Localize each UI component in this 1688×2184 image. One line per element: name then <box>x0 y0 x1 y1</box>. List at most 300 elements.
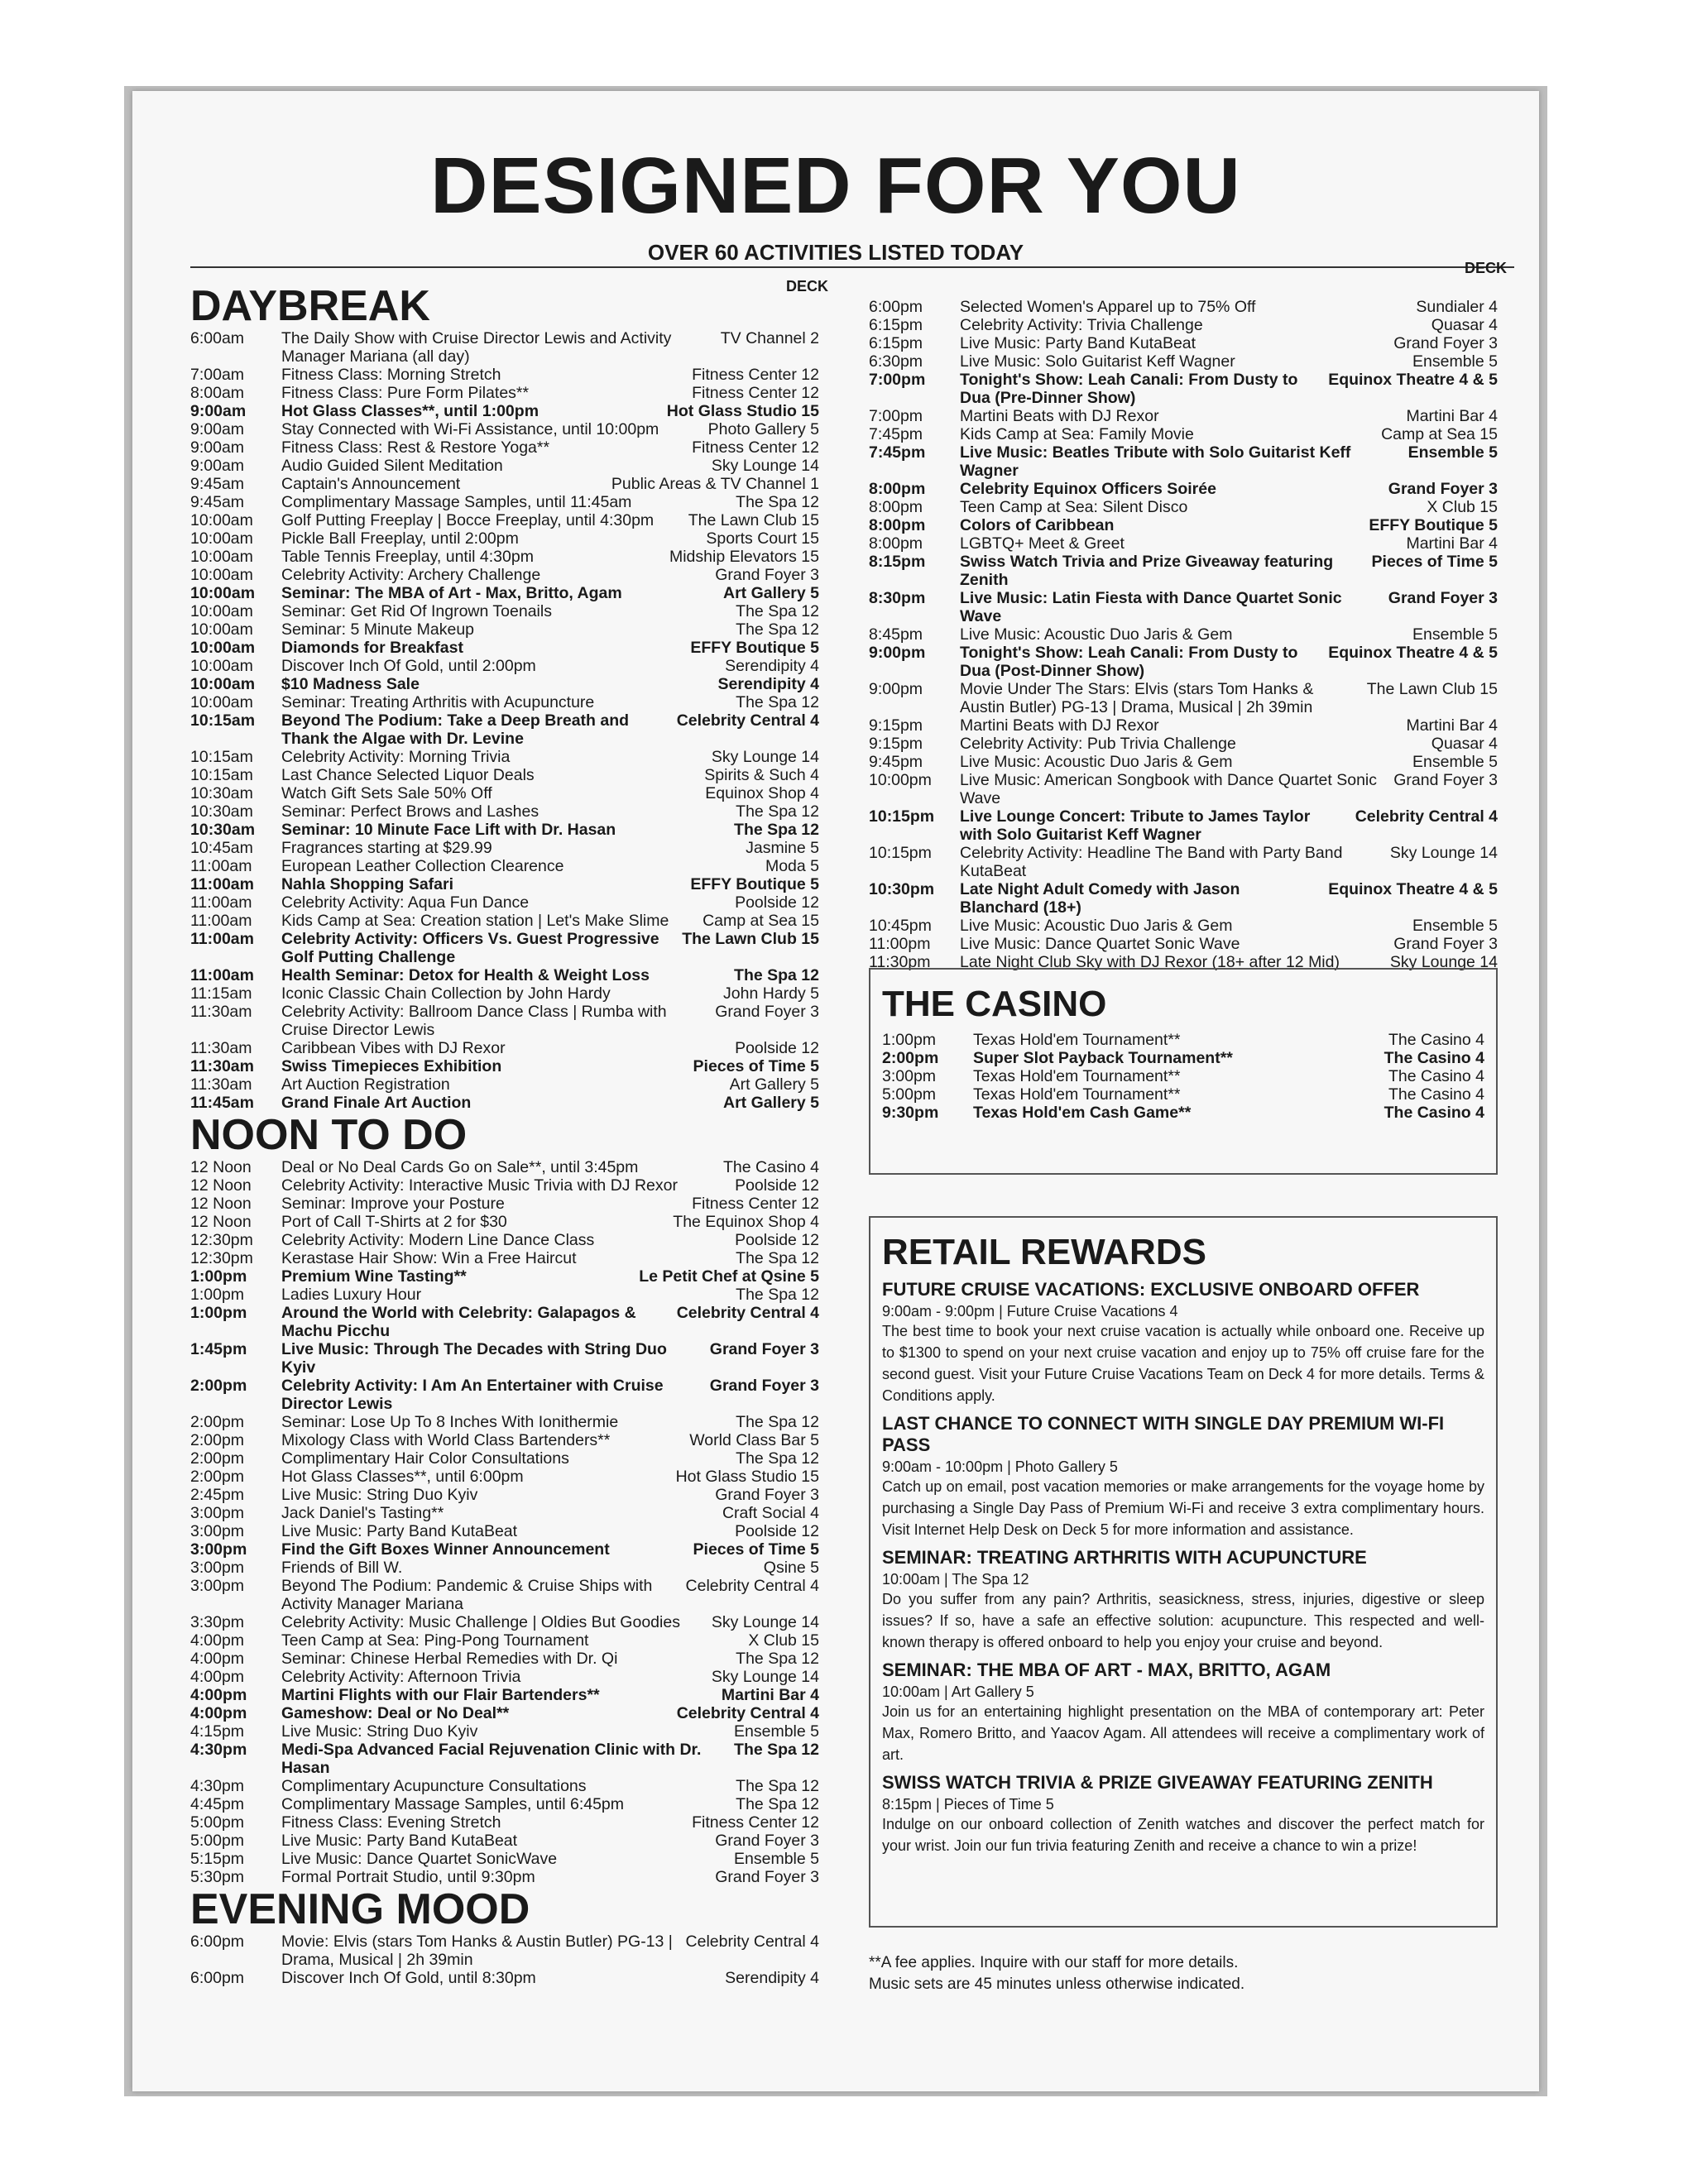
location-text: Serendipity 4 <box>725 657 819 675</box>
activity-text: Martini Flights with our Flair Bartenders** <box>281 1686 600 1704</box>
activity-text: Art Auction Registration <box>281 1075 450 1094</box>
schedule-row <box>869 735 1498 753</box>
time-text: 2:00pm <box>190 1413 245 1431</box>
time-text: 11:45am <box>190 1094 254 1112</box>
activity-text: Caribbean Vibes with DJ Rexor <box>281 1039 506 1057</box>
activity-text: Live Lounge Concert: Tribute to James Taylor with Solo Guitarist Keff Wagner <box>960 807 1311 844</box>
activity-text: Complimentary Massage Samples, until 11:45am <box>281 493 632 511</box>
schedule-row <box>869 844 1498 880</box>
schedule-row <box>190 1286 819 1304</box>
activity-text: Teen Camp at Sea: Silent Disco <box>960 498 1188 516</box>
retail-rewards-box <box>869 1216 1498 1928</box>
schedule-row <box>190 784 819 802</box>
location-text: The Lawn Club 15 <box>682 930 819 948</box>
activity-text: Celebrity Activity: Morning Trivia <box>281 748 511 766</box>
time-text: 3:00pm <box>190 1522 245 1540</box>
activity-text: Seminar: Get Rid Of Ingrown Toenails <box>281 602 552 620</box>
location-text: The Spa 12 <box>736 620 819 639</box>
time-text: 10:00am <box>190 511 253 529</box>
activity-text: Captain's Announcement <box>281 475 461 493</box>
activity-text: Late Night Adult Comedy with Jason Blanchard (18+) <box>960 880 1240 917</box>
time-text: 4:00pm <box>190 1650 245 1668</box>
time-text: 11:30am <box>190 1003 252 1021</box>
schedule-row <box>190 1722 819 1741</box>
activity-text: Celebrity Activity: Ballroom Dance Class | Rumba with Cruise Director Lewis <box>281 1003 667 1039</box>
location-text: Grand Foyer 3 <box>715 1486 819 1504</box>
activity-text: Seminar: 10 Minute Face Lift with Dr. Hasan <box>281 821 616 839</box>
activity-text: Live Music: American Songbook with Dance Quartet Sonic Wave <box>960 771 1378 807</box>
location-text: EFFY Boutique 5 <box>690 875 819 893</box>
location-text: Grand Foyer 3 <box>1393 334 1498 352</box>
schedule-row <box>190 1850 819 1868</box>
location-text: The Lawn Club 15 <box>1366 680 1498 698</box>
location-text: The Spa 12 <box>734 1741 819 1759</box>
location-text: The Spa 12 <box>736 1449 819 1468</box>
schedule-row <box>869 753 1498 771</box>
time-text: 4:00pm <box>190 1668 245 1686</box>
time-text: 10:00am <box>190 602 253 620</box>
schedule-row <box>190 1504 819 1522</box>
schedule-row <box>190 1003 819 1039</box>
location-text: Ensemble 5 <box>734 1850 819 1868</box>
location-text: Moda 5 <box>765 857 819 875</box>
activity-text: Live Music: Through The Decades with String Duo Kyiv <box>281 1340 667 1377</box>
time-text: 10:45pm <box>869 917 932 935</box>
schedule-row <box>190 1249 819 1267</box>
schedule-row <box>190 1704 819 1722</box>
activity-text: Hot Glass Classes**, until 1:00pm <box>281 402 539 420</box>
time-text: 10:30am <box>190 821 256 839</box>
schedule-row <box>869 425 1498 443</box>
time-text: 11:30am <box>190 1039 252 1057</box>
schedule-row <box>190 802 819 821</box>
schedule-row <box>869 298 1498 316</box>
daybreak-list <box>190 329 819 1112</box>
schedule-row <box>190 1486 819 1504</box>
location-text: The Spa 12 <box>736 1650 819 1668</box>
retail-item <box>882 1660 1484 1765</box>
time-text: 4:00pm <box>190 1631 245 1650</box>
time-text: 10:00am <box>190 566 253 584</box>
schedule-row <box>190 1231 819 1249</box>
schedule-row <box>190 602 819 620</box>
time-text: 9:15pm <box>869 735 923 753</box>
activity-text: Kids Camp at Sea: Creation station | Let's Make Slime <box>281 912 669 930</box>
activity-text: Premium Wine Tasting** <box>281 1267 467 1286</box>
activity-text: Celebrity Activity: Music Challenge | Oldies But Goodies <box>281 1613 680 1631</box>
location-text: The Spa 12 <box>736 1286 819 1304</box>
activity-text: Celebrity Activity: Archery Challenge <box>281 566 541 584</box>
time-text: 11:00am <box>190 875 254 893</box>
activity-text: Fragrances starting at $29.99 <box>281 839 492 857</box>
schedule-row <box>190 1094 819 1112</box>
schedule-row <box>190 1777 819 1795</box>
retail-item-heading: FUTURE CRUISE VACATIONS: EXCLUSIVE ONBOARD OFFER <box>882 1279 1420 1300</box>
time-text: 11:00am <box>190 912 252 930</box>
activity-text: Golf Putting Freeplay | Bocce Freeplay, until 4:30pm <box>281 511 655 529</box>
time-text: 3:00pm <box>190 1577 245 1595</box>
time-text: 7:00am <box>190 366 245 384</box>
activity-text: Swiss Timepieces Exhibition <box>281 1057 502 1075</box>
location-text: Pieces of Time 5 <box>693 1057 819 1075</box>
time-text: 6:00pm <box>190 1933 245 1951</box>
activity-text: Super Slot Payback Tournament** <box>973 1049 1233 1067</box>
activity-text: Diamonds for Breakfast <box>281 639 463 657</box>
time-text: 11:15am <box>190 984 252 1003</box>
activity-text: Fitness Class: Rest & Restore Yoga** <box>281 438 550 457</box>
location-text: Ensemble 5 <box>1412 352 1498 371</box>
time-text: 9:00am <box>190 402 247 420</box>
retail-item <box>882 1772 1484 1856</box>
schedule-row <box>869 316 1498 334</box>
schedule-row <box>190 1795 819 1813</box>
activity-text: Seminar: 5 Minute Makeup <box>281 620 475 639</box>
activity-text: Discover Inch Of Gold, until 8:30pm <box>281 1969 536 1987</box>
activity-text: Kerastase Hair Show: Win a Free Haircut <box>281 1249 577 1267</box>
time-text: 12 Noon <box>190 1213 252 1231</box>
schedule-row <box>190 1413 819 1431</box>
time-text: 11:30am <box>190 1075 252 1094</box>
activity-text: Movie: Elvis (stars Tom Hanks & Austin Butler) PG-13 | Drama, Musical | 2h 39min <box>281 1933 673 1969</box>
schedule-row <box>190 639 819 657</box>
deck-label-right: DECK <box>1465 260 1508 276</box>
time-text: 9:45pm <box>869 753 923 771</box>
location-text: Celebrity Central 4 <box>676 1704 819 1722</box>
retail-item-heading: SEMINAR: THE MBA OF ART - MAX, BRITTO, AGAM <box>882 1660 1331 1680</box>
schedule-row <box>190 511 819 529</box>
retail-item-meta: 10:00am | The Spa 12 <box>882 1571 1029 1588</box>
activity-text: Texas Hold'em Tournament** <box>973 1031 1181 1049</box>
location-text: TV Channel 2 <box>720 329 819 347</box>
retail-item-body: Indulge on our onboard collection of Zenith watches and discover the perfect match for your wrist. Join our fun trivia featuring Zenith and receive a chance to win a prize! <box>882 1816 1484 1854</box>
location-text: Grand Foyer 3 <box>715 1003 819 1021</box>
time-text: 11:00pm <box>869 935 931 953</box>
activity-text: Gameshow: Deal or No Deal** <box>281 1704 510 1722</box>
activity-text: Hot Glass Classes**, until 6:00pm <box>281 1468 524 1486</box>
schedule-row <box>869 371 1498 407</box>
activity-text: Live Music: Acoustic Duo Jaris & Gem <box>960 753 1233 771</box>
location-text: Camp at Sea 15 <box>1381 425 1498 443</box>
activity-text: Celebrity Equinox Officers Soirée <box>960 480 1216 498</box>
activity-text: Live Music: Party Band KutaBeat <box>281 1522 518 1540</box>
location-text: The Spa 12 <box>736 1795 819 1813</box>
schedule-row <box>190 893 819 912</box>
time-text: 4:45pm <box>190 1795 245 1813</box>
location-text: Equinox Theatre 4 & 5 <box>1328 371 1498 389</box>
schedule-row <box>190 1304 819 1340</box>
location-text: The Spa 12 <box>734 966 819 984</box>
activity-text: Celebrity Activity: Trivia Challenge <box>960 316 1203 334</box>
left-column <box>190 283 819 1987</box>
schedule-row <box>869 935 1498 953</box>
time-text: 9:00pm <box>869 644 926 662</box>
activity-text: Fitness Class: Morning Stretch <box>281 366 501 384</box>
schedule-row <box>190 912 819 930</box>
time-text: 3:00pm <box>882 1067 937 1085</box>
location-text: The Casino 4 <box>723 1158 819 1176</box>
activity-text: Texas Hold'em Tournament** <box>973 1067 1181 1085</box>
location-text: Fitness Center 12 <box>692 1195 819 1213</box>
time-text: 9:45am <box>190 475 245 493</box>
time-text: 10:00am <box>190 693 253 711</box>
retail-item-heading: LAST CHANCE TO CONNECT WITH SINGLE DAY PREMIUM WI-FI PASS <box>882 1413 1445 1455</box>
activity-text: Last Chance Selected Liquor Deals <box>281 766 535 784</box>
time-text: 7:45pm <box>869 443 926 462</box>
schedule-row <box>190 457 819 475</box>
time-text: 12 Noon <box>190 1176 252 1195</box>
schedule-row <box>190 620 819 639</box>
location-text: Poolside 12 <box>735 1176 819 1195</box>
location-text: The Casino 4 <box>1383 1104 1484 1122</box>
time-text: 7:45pm <box>869 425 923 443</box>
activity-text: Watch Gift Sets Sale 50% Off <box>281 784 492 802</box>
time-text: 10:30am <box>190 784 253 802</box>
retail-items <box>882 1279 1484 1856</box>
activity-text: Swiss Watch Trivia and Prize Giveaway featuring Zenith <box>960 553 1334 589</box>
schedule-row <box>190 438 819 457</box>
activity-text: Seminar: Improve your Posture <box>281 1195 505 1213</box>
activity-text: Colors of Caribbean <box>960 516 1115 534</box>
location-text: Camp at Sea 15 <box>703 912 819 930</box>
schedule-row <box>190 1340 819 1377</box>
activity-text: $10 Madness Sale <box>281 675 420 693</box>
schedule-row <box>190 821 819 839</box>
schedule-row <box>869 498 1498 516</box>
activity-text: LGBTQ+ Meet & Greet <box>960 534 1125 553</box>
schedule-row <box>190 1686 819 1704</box>
activity-text: Beyond The Podium: Pandemic & Cruise Ships with Activity Manager Mariana <box>281 1577 653 1613</box>
schedule-row <box>869 680 1498 716</box>
location-text: Midship Elevators 15 <box>669 548 819 566</box>
activity-text: Martini Beats with DJ Rexor <box>960 407 1159 425</box>
schedule-row <box>190 1969 819 1987</box>
time-text: 10:00am <box>190 657 253 675</box>
location-text: Ensemble 5 <box>1412 625 1498 644</box>
time-text: 8:00am <box>190 384 245 402</box>
time-text: 9:00am <box>190 457 245 475</box>
page-title: DESIGNED FOR YOU <box>430 141 1241 230</box>
casino-box <box>869 968 1498 1175</box>
document-page <box>132 91 1539 2091</box>
time-text: 8:00pm <box>869 516 926 534</box>
activity-text: Table Tennis Freeplay, until 4:30pm <box>281 548 534 566</box>
location-text: John Hardy 5 <box>723 984 819 1003</box>
schedule-row <box>869 716 1498 735</box>
time-text: 4:30pm <box>190 1777 245 1795</box>
location-text: World Class Bar 5 <box>689 1431 819 1449</box>
activity-text: Ladies Luxury Hour <box>281 1286 422 1304</box>
location-text: Equinox Theatre 4 & 5 <box>1328 644 1498 662</box>
retail-item-heading: SEMINAR: TREATING ARTHRITIS WITH ACUPUNCTURE <box>882 1547 1367 1568</box>
time-text: 3:00pm <box>190 1559 245 1577</box>
time-text: 10:15pm <box>869 844 932 862</box>
activity-text: Kids Camp at Sea: Family Movie <box>960 425 1194 443</box>
activity-text: Live Music: String Duo Kyiv <box>281 1722 478 1741</box>
activity-text: Seminar: Treating Arthritis with Acupuncture <box>281 693 595 711</box>
activity-text: Seminar: Lose Up To 8 Inches With Ionithermie <box>281 1413 619 1431</box>
schedule-row <box>869 334 1498 352</box>
activity-text: Live Music: Acoustic Duo Jaris & Gem <box>960 625 1233 644</box>
time-text: 10:15am <box>190 766 253 784</box>
schedule-row <box>190 566 819 584</box>
time-text: 5:30pm <box>190 1868 245 1886</box>
schedule-row <box>869 443 1498 480</box>
schedule-row <box>190 1813 819 1832</box>
retail-item-meta: 9:00am - 10:00pm | Photo Gallery 5 <box>882 1458 1118 1475</box>
retail-title: RETAIL REWARDS <box>882 1232 1206 1272</box>
time-text: 5:15pm <box>190 1850 245 1868</box>
schedule-row <box>190 875 819 893</box>
location-text: Craft Social 4 <box>722 1504 819 1522</box>
location-text: Art Gallery 5 <box>723 1094 819 1112</box>
location-text: The Spa 12 <box>736 602 819 620</box>
location-text: The Spa 12 <box>736 493 819 511</box>
time-text: 8:45pm <box>869 625 923 644</box>
time-text: 10:00am <box>190 584 256 602</box>
time-text: 5:00pm <box>190 1832 245 1850</box>
activity-text: Live Music: Beatles Tribute with Solo Guitarist Keff Wagner <box>960 443 1351 480</box>
music-footnote: Music sets are 45 minutes unless otherwise indicated. <box>869 1976 1245 1993</box>
activity-text: Selected Women's Apparel up to 75% Off <box>960 298 1256 316</box>
location-text: The Casino 4 <box>1388 1085 1484 1104</box>
retail-item-meta: 8:15pm | Pieces of Time 5 <box>882 1796 1054 1813</box>
location-text: Hot Glass Studio 15 <box>675 1468 819 1486</box>
location-text: Quasar 4 <box>1431 316 1498 334</box>
time-text: 4:00pm <box>190 1704 247 1722</box>
schedule-row <box>190 930 819 966</box>
location-text: Poolside 12 <box>735 1039 819 1057</box>
time-text: 10:00am <box>190 529 253 548</box>
casino-list <box>882 1031 1484 1122</box>
time-text: 3:00pm <box>190 1504 245 1522</box>
schedule-row <box>190 857 819 875</box>
time-text: 9:00am <box>190 438 245 457</box>
location-text: Ensemble 5 <box>1407 443 1498 462</box>
schedule-row <box>190 748 819 766</box>
time-text: 12 Noon <box>190 1195 252 1213</box>
retail-item <box>882 1413 1484 1540</box>
location-text: Martini Bar 4 <box>1406 716 1498 735</box>
schedule-row <box>882 1085 1484 1104</box>
schedule-row <box>190 420 819 438</box>
schedule-row <box>190 1933 819 1969</box>
schedule-row <box>190 1650 819 1668</box>
schedule-row <box>190 529 819 548</box>
time-text: 11:00am <box>190 893 252 912</box>
time-text: 11:00am <box>190 966 254 984</box>
schedule-row <box>190 1741 819 1777</box>
location-text: Grand Foyer 3 <box>715 1868 819 1886</box>
schedule-row <box>190 1668 819 1686</box>
time-text: 12 Noon <box>190 1158 252 1176</box>
location-text: Equinox Shop 4 <box>705 784 819 802</box>
schedule-row <box>190 384 819 402</box>
location-text: Serendipity 4 <box>725 1969 819 1987</box>
location-text: Grand Foyer 3 <box>709 1340 819 1358</box>
schedule-row <box>882 1031 1484 1049</box>
schedule-row <box>882 1067 1484 1085</box>
location-text: EFFY Boutique 5 <box>690 639 819 657</box>
retail-item-body: Join us for an entertaining highlight presentation on the MBA of contemporary art: Peter Max, Romero Britto, and Yaacov Agam. All attendees will receive a complimentary work of art. <box>882 1703 1484 1763</box>
location-text: Celebrity Central 4 <box>676 1304 819 1322</box>
location-text: Sky Lounge 14 <box>1389 953 1498 971</box>
casino-title: THE CASINO <box>882 984 1107 1024</box>
time-text: 10:00am <box>190 639 256 657</box>
location-text: X Club 15 <box>748 1631 819 1650</box>
schedule-row <box>869 644 1498 680</box>
time-text: 2:45pm <box>190 1486 245 1504</box>
activity-text: Stay Connected with Wi-Fi Assistance, until 10:00pm <box>281 420 659 438</box>
location-text: Grand Foyer 3 <box>1388 480 1498 498</box>
deck-label-left: DECK <box>786 278 829 295</box>
location-text: Fitness Center 12 <box>692 438 819 457</box>
activity-text: Fitness Class: Pure Form Pilates** <box>281 384 530 402</box>
location-text: The Spa 12 <box>736 1413 819 1431</box>
activity-text: Seminar: Perfect Brows and Lashes <box>281 802 539 821</box>
time-text: 6:15pm <box>869 334 923 352</box>
location-text: Sundialer 4 <box>1416 298 1498 316</box>
activity-text: Friends of Bill W. <box>281 1559 403 1577</box>
location-text: EFFY Boutique 5 <box>1369 516 1498 534</box>
schedule-row <box>869 880 1498 917</box>
activity-text: Celebrity Activity: Pub Trivia Challenge <box>960 735 1236 753</box>
activity-text: Grand Finale Art Auction <box>281 1094 472 1112</box>
location-text: Grand Foyer 3 <box>1388 589 1498 607</box>
location-text: Qsine 5 <box>763 1559 819 1577</box>
activity-text: Jack Daniel's Tasting** <box>281 1504 444 1522</box>
schedule-row <box>190 366 819 384</box>
schedule-row <box>190 493 819 511</box>
location-text: Ensemble 5 <box>734 1722 819 1741</box>
activity-text: Celebrity Activity: Afternoon Trivia <box>281 1668 521 1686</box>
location-text: Poolside 12 <box>735 893 819 912</box>
schedule-row <box>190 1449 819 1468</box>
evening-list <box>190 1933 819 1987</box>
activity-text: Live Music: String Duo Kyiv <box>281 1486 478 1504</box>
activity-text: Live Music: Latin Fiesta with Dance Quartet Sonic Wave <box>960 589 1342 625</box>
schedule-row <box>882 1104 1484 1122</box>
page-subtitle: OVER 60 ACTIVITIES LISTED TODAY <box>647 240 1024 265</box>
time-text: 6:00pm <box>190 1969 245 1987</box>
section-title-noon: NOON TO DO <box>190 1111 468 1159</box>
location-text: Ensemble 5 <box>1412 753 1498 771</box>
schedule-row <box>869 553 1498 589</box>
location-text: Sky Lounge 14 <box>1389 844 1498 862</box>
time-text: 9:00am <box>190 420 245 438</box>
activity-text: Discover Inch Of Gold, until 2:00pm <box>281 657 536 675</box>
section-title-daybreak: DAYBREAK <box>190 282 430 330</box>
retail-item <box>882 1547 1484 1653</box>
location-text: The Lawn Club 15 <box>688 511 819 529</box>
schedule-row <box>190 1195 819 1213</box>
location-text: Martini Bar 4 <box>721 1686 819 1704</box>
activity-text: Tonight's Show: Leah Canali: From Dusty to Dua (Post-Dinner Show) <box>960 644 1298 680</box>
activity-text: Live Music: Party Band KutaBeat <box>281 1832 518 1850</box>
schedule-row <box>869 589 1498 625</box>
location-text: Fitness Center 12 <box>692 384 819 402</box>
schedule-row <box>869 807 1498 844</box>
schedule-row <box>190 1057 819 1075</box>
schedule-row <box>190 1832 819 1850</box>
location-text: The Spa 12 <box>736 802 819 821</box>
right-column <box>869 298 1498 971</box>
location-text: Sky Lounge 14 <box>711 1613 819 1631</box>
activity-text: Beyond The Podium: Take a Deep Breath and Thank the Algae with Dr. Levine <box>281 711 630 748</box>
schedule-row <box>190 1468 819 1486</box>
time-text: 8:00pm <box>869 480 926 498</box>
time-text: 4:00pm <box>190 1686 247 1704</box>
retail-item-heading: SWISS WATCH TRIVIA & PRIZE GIVEAWAY FEATURING ZENITH <box>882 1772 1433 1793</box>
